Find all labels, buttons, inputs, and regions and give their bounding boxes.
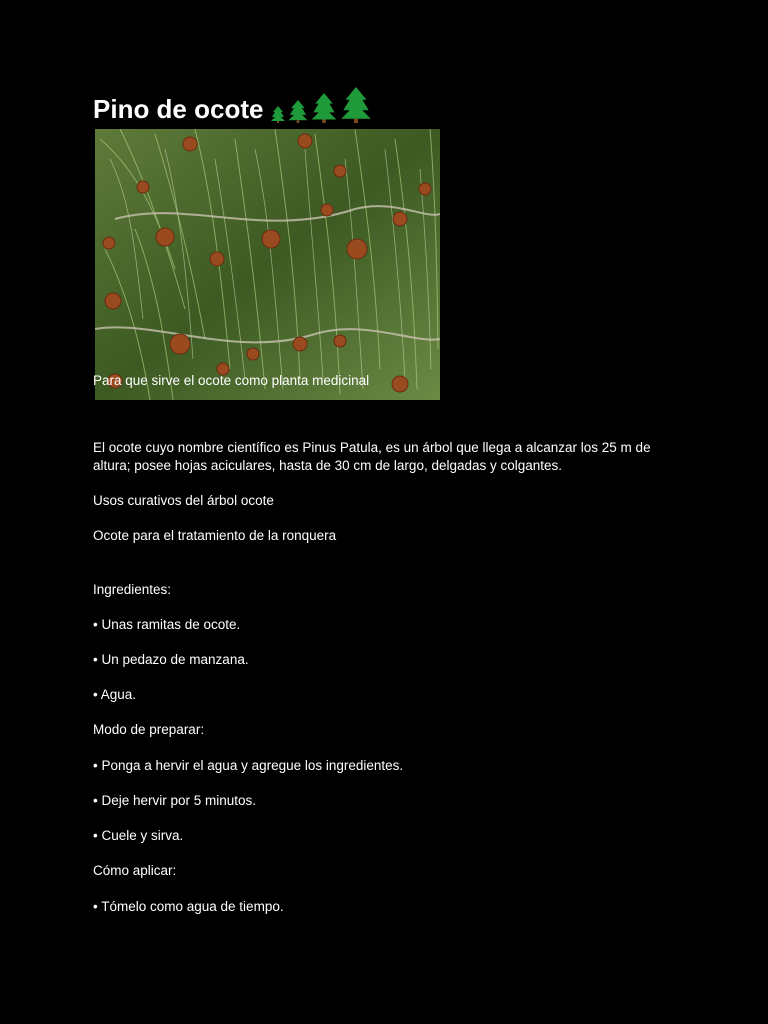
remedy-heading: Ocote para el tratamiento de la ronquera	[93, 528, 337, 543]
tree-icon	[340, 87, 372, 123]
list-item: • Unas ramitas de ocote.	[93, 617, 241, 632]
list-item: • Deje hervir por 5 minutos.	[93, 793, 257, 808]
list-item: • Cuele y sirva.	[93, 828, 184, 843]
intro-paragraph: El ocote cuyo nombre científico es Pinus Patula, es un árbol que llega a alcanzar los 25 m de altura; posee hojas aciculares, hasta de 30 cm de largo, delgadas y colgantes.	[93, 440, 651, 473]
list-item: • Agua.	[93, 687, 137, 702]
tree-icons	[271, 87, 372, 124]
list-item: • Tómelo como agua de tiempo.	[93, 899, 284, 914]
tree-icon	[271, 106, 285, 123]
page-title: Pino de ocote	[93, 94, 264, 124]
pine-photo	[95, 129, 440, 400]
ingredients-heading: Ingredientes:	[93, 582, 172, 597]
list-item: • Un pedazo de manzana.	[93, 652, 249, 667]
tree-icon	[311, 93, 337, 123]
tree-icon	[288, 100, 308, 123]
document-body	[93, 86, 673, 914]
title-row	[93, 86, 673, 124]
uses-heading: Usos curativos del árbol ocote	[93, 493, 274, 508]
list-item: • Ponga a hervir el agua y agregue los ingredientes.	[93, 758, 404, 773]
preparation-heading: Modo de preparar:	[93, 722, 205, 737]
apply-heading: Cómo aplicar:	[93, 863, 177, 878]
subtitle: Para que sirve el ocote como planta medicinal	[93, 373, 370, 388]
